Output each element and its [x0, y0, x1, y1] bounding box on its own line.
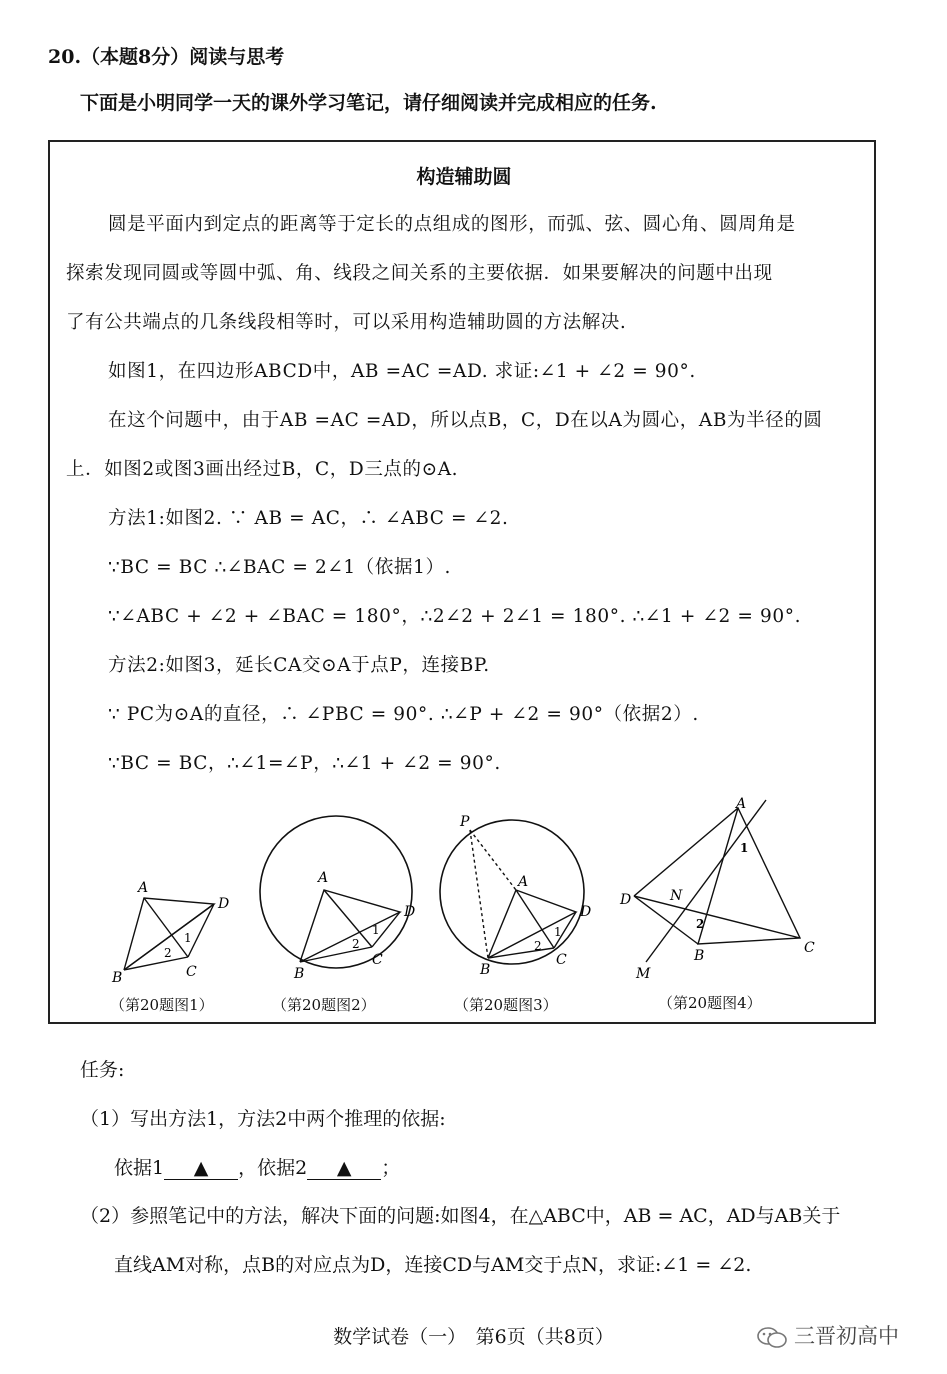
fig2-segment-bc	[300, 947, 372, 962]
figure-3-caption: （第20题图3）	[454, 996, 558, 1014]
fig4-triangle-abc	[634, 808, 800, 944]
question-intro: 下面是小明同学一天的课外学习笔记，请仔细阅读并完成相应的任务.	[80, 92, 657, 114]
fig4-label-n: N	[670, 888, 683, 904]
watermark	[756, 1320, 899, 1350]
fig4-label-m: M	[636, 966, 651, 982]
fig3-angle-1: 1	[554, 925, 562, 939]
note-title: 构造辅助圆	[416, 166, 512, 188]
fig3-angle-2: 2	[534, 939, 542, 953]
task-1-question: （1）写出方法1，方法2中两个推理的依据:	[80, 1108, 446, 1130]
fig1-segment-bd	[124, 904, 214, 970]
note-line-7: 方法1:如图2. ∵ AB = AC，∴ ∠ABC = ∠2.	[108, 508, 509, 529]
figure-2	[254, 802, 424, 982]
figure-3	[434, 802, 604, 982]
fig3-dashed-pa	[470, 830, 516, 890]
note-line-5: 在这个问题中，由于AB =AC =AD，所以点B，C，D在以A为圆心，AB为半径的圆	[108, 410, 823, 431]
figure-4	[616, 792, 852, 992]
fig1-segment-cd	[188, 904, 214, 957]
fig2-label-a: A	[318, 870, 329, 886]
fig3-label-b: B	[480, 962, 491, 978]
figure-1-caption: （第20题图1）	[110, 996, 214, 1014]
fig3-abd-outline	[488, 890, 576, 958]
fig4-label-c: C	[804, 940, 815, 956]
fig1-angle-2: 2	[164, 946, 172, 960]
note-line-9: ∵∠ABC + ∠2 + ∠BAC = 180°，∴2∠2 + 2∠1 = 180°. ∴∠1 + ∠2 = 90°.	[108, 606, 802, 627]
fig2-label-c: C	[372, 952, 383, 968]
blank2-answer[interactable]: ▲	[307, 1157, 381, 1180]
fig2-angle-2: 2	[352, 937, 360, 951]
figure-4-caption: （第20题图4）	[658, 994, 762, 1012]
blank-end: ；	[381, 1157, 401, 1179]
fig2-label-d: D	[404, 904, 416, 920]
note-line-11: ∵ PC为⊙A的直径，∴ ∠PBC = 90°. ∴∠P + ∠2 = 90°（依据2）.	[108, 704, 699, 725]
fig4-line-am	[646, 800, 766, 962]
fig1-label-b: B	[112, 970, 123, 982]
note-line-1: 圆是平面内到定点的距离等于定长的点组成的图形，而弧、弦、圆心角、圆周角是	[108, 214, 796, 235]
fig1-label-d: D	[218, 896, 230, 912]
study-note-box	[48, 140, 876, 1024]
fig4-label-d: D	[620, 892, 632, 908]
task-2-question-line-1: （2）参照笔记中的方法，解决下面的问题:如图4，在△ABC中，AB = AC，AD与AB关于	[80, 1205, 841, 1227]
note-line-4: 如图1，在四边形ABCD中，AB =AC =AD. 求证:∠1 + ∠2 = 90°.	[108, 361, 696, 382]
fig4-angle-1: 1	[740, 841, 749, 855]
figure-2-caption: （第20题图2）	[272, 996, 376, 1014]
figure-1	[102, 862, 242, 982]
note-line-6: 上．如图2或图3画出经过B，C，D三点的⊙A.	[66, 459, 459, 480]
page-footer: 数学试卷（一） 第6页（共8页）	[333, 1326, 614, 1348]
fig3-label-p: P	[460, 814, 470, 830]
note-line-8: ∵BC = BC ∴∠BAC = 2∠1（依据1）.	[108, 557, 452, 578]
note-line-3: 了有公共端点的几条线段相等时，可以采用构造辅助圆的方法解决.	[66, 312, 627, 333]
fig2-label-b: B	[294, 966, 305, 982]
fig3-label-a: A	[518, 874, 529, 890]
watermark-text: 三晋初高中	[794, 1324, 899, 1348]
blank2-prefix: ，依据2	[238, 1157, 308, 1179]
question-title: 20.（本题8分）阅读与思考	[48, 46, 285, 68]
fig3-label-d: D	[580, 904, 592, 920]
fig3-circle-a	[440, 820, 584, 964]
fig2-circle-a	[260, 816, 412, 968]
blank1-prefix: 依据1	[114, 1157, 165, 1179]
note-line-10: 方法2:如图3，延长CA交⊙A于点P，连接BP.	[108, 655, 490, 676]
fig2-angle-1: 1	[372, 923, 380, 937]
fig3-label-c: C	[556, 952, 567, 968]
note-line-2: 探索发现同圆或等圆中弧、角、线段之间关系的主要依据．如果要解决的问题中出现	[66, 263, 773, 284]
tasks-heading: 任务:	[80, 1059, 125, 1081]
fig4-segment-dc	[634, 896, 800, 938]
fig4-angle-2: 2	[696, 917, 705, 931]
fig4-label-a: A	[736, 796, 747, 812]
blank1-answer[interactable]: ▲	[164, 1157, 238, 1180]
wechat-icon	[756, 1326, 788, 1348]
fig1-label-a: A	[138, 880, 149, 896]
task-1-blanks	[114, 1153, 400, 1180]
fig4-label-b: B	[694, 948, 705, 964]
fig1-label-c: C	[186, 964, 197, 980]
note-line-12: ∵BC = BC，∴∠1=∠P，∴∠1 + ∠2 = 90°.	[108, 753, 501, 774]
fig4-segment-db	[634, 896, 698, 944]
fig1-angle-1: 1	[184, 931, 192, 945]
task-2-question-line-2: 直线AM对称，点B的对应点为D，连接CD与AM交于点N，求证:∠1 = ∠2.	[114, 1254, 752, 1276]
